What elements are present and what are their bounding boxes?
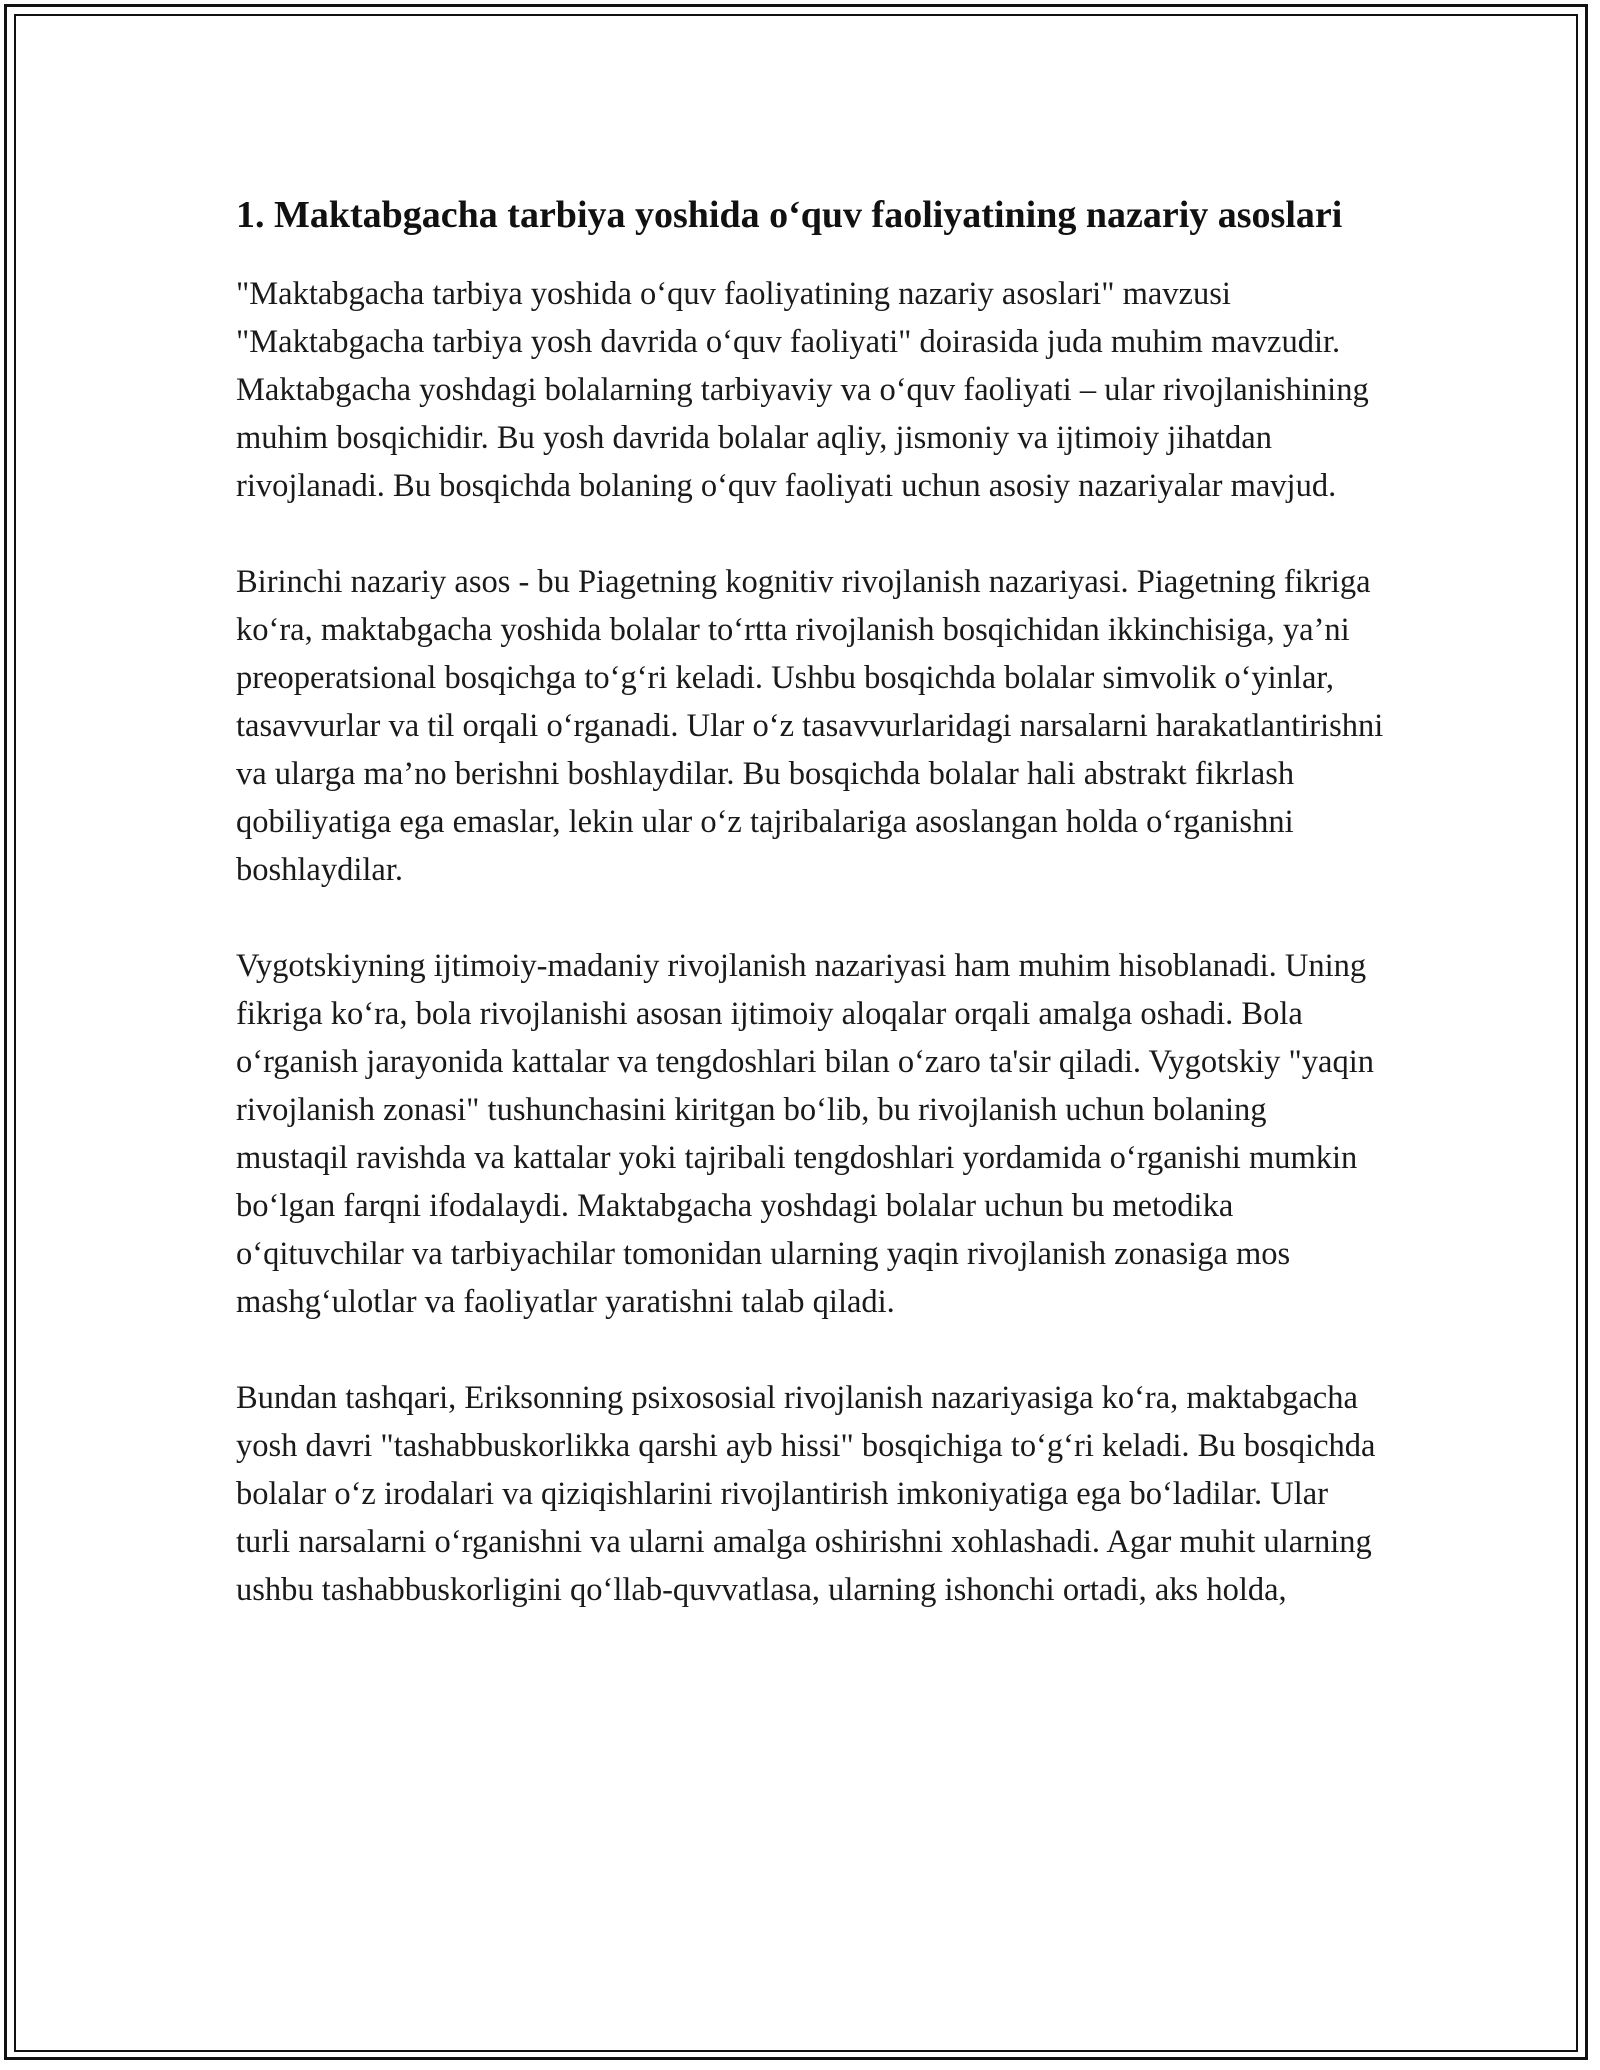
paragraph-intro: "Maktabgacha tarbiya yoshida o‘quv faoliyatining nazariy asoslari" mavzusi "Maktabgacha tarbiya yosh davrida o‘quv faoliyati" doirasida juda muhim mavzudir. Maktabgacha yoshdagi bolalarning tarbiyaviy va o‘quv faoliyati – ular rivojlanishining muhim bosqichidir. Bu yosh davrida bolalar aqliy, jismoniy va ijtimoiy jihatdan rivojlanadi. Bu bosqichda bolaning o‘quv faoliyati uchun asosiy nazariyalar mavjud. (236, 276, 1369, 504)
section-heading: 1. Maktabgacha tarbiya yoshida o‘quv faoliyatining nazariy asoslari (236, 194, 1343, 236)
paragraph-vygotsky: Vygotskiyning ijtimoiy-madaniy rivojlanish nazariyasi ham muhim hisoblanadi. Uning fikriga ko‘ra, bola rivojlanishi asosan ijtimoiy aloqalar orqali amalga oshadi. Bola o‘rganish jarayonida kattalar va tengdoshlari bilan o‘zaro ta'sir qiladi. Vygotskiy "yaqin rivojlanish zonasi" tushunchasini kiritgan bo‘lib, bu rivojlanish uchun bolaning mustaqil ravishda va kattalar yoki tajribali tengdoshlari yordamida o‘rganishi mumkin bo‘lgan farqni ifodalaydi. Maktabgacha yoshdagi bolalar uchun bu metodika o‘qituvchilar va tarbiyachilar tomonidan ularning yaqin rivojlanish zonasiga mos mashg‘ulotlar va faoliyatlar yaratishni talab qiladi. (236, 948, 1374, 1320)
paragraph-erikson: Bundan tashqari, Eriksonning psixososial rivojlanish nazariyasiga ko‘ra, maktabgacha yosh davri "tashabbuskorlikka qarshi ayb hissi" bosqichiga to‘g‘ri keladi. Bu bosqichda bolalar o‘z irodalari va qiziqishlarini rivojlantirish imkoniyatiga ega bo‘ladilar. Ular turli narsalarni o‘rganishni va ularni amalga oshirishni xohlashadi. Agar muhit ularning ushbu tashabbuskorligini qo‘llab-quvvatlasa, ularning ishonchi ortadi, aks holda, (236, 1380, 1376, 1608)
document-body (236, 188, 1386, 1662)
paragraph-piaget: Birinchi nazariy asos - bu Piagetning kognitiv rivojlanish nazariyasi. Piagetning fikriga ko‘ra, maktabgacha yoshida bolalar to‘rtta rivojlanish bosqichidan ikkinchisiga, ya’ni preoperatsional bosqichga to‘g‘ri keladi. Ushbu bosqichda bolalar simvolik o‘yinlar, tasavvurlar va til orqali o‘rganadi. Ular o‘z tasavvurlaridagi narsalarni harakatlantirishni va ularga ma’no berishni boshlaydilar. Bu bosqichda bolalar hali abstrakt fikrlash qobiliyatiga ega emaslar, lekin ular o‘z tajribalariga asoslangan holda o‘rganishni boshlaydilar. (236, 564, 1384, 888)
